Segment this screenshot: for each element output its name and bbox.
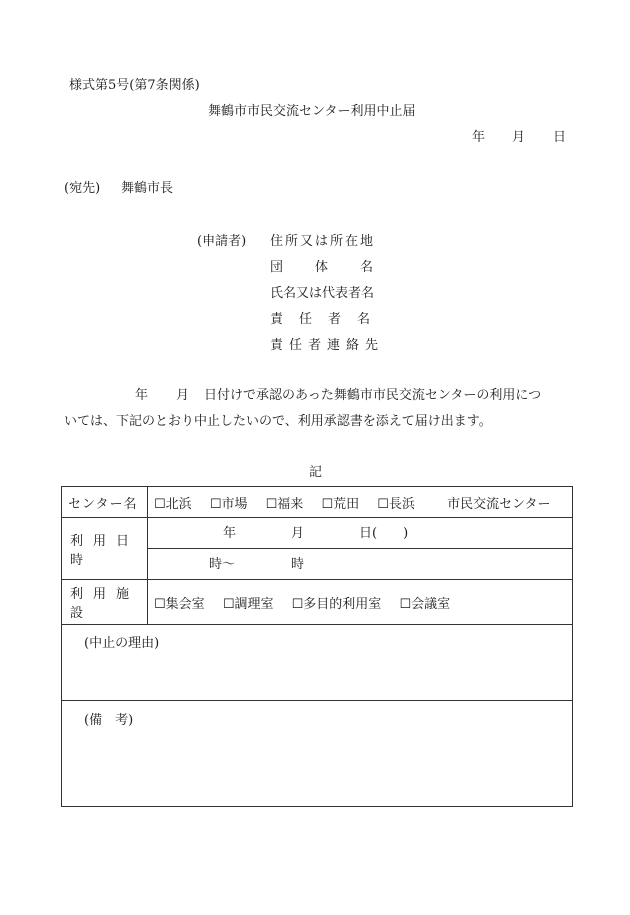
- facility-label: 利用施設: [70, 587, 140, 621]
- center-option-kitahama[interactable]: [154, 497, 192, 512]
- usage-time-to: 時: [291, 557, 305, 572]
- center-name-label: センター名: [68, 496, 138, 512]
- facility-option-assembly[interactable]: [154, 597, 205, 612]
- facility-option-label: 多目的利用室: [303, 596, 382, 612]
- center-suffix: 市民交流センター: [447, 496, 551, 512]
- date-month-label: 月: [512, 130, 526, 145]
- body-line2: いては、下記のとおり中止したいので、利用承認書を添えて届け出ます。: [64, 414, 492, 429]
- addressee-name: 舞鶴市長: [121, 181, 174, 196]
- body-line1: 日付けで承認のあった舞鶴市市民交流センターの利用につ: [204, 388, 542, 403]
- reason-cell[interactable]: [62, 625, 573, 701]
- usage-table: [61, 486, 573, 807]
- usage-date-month: 月: [291, 526, 305, 541]
- facility-option-meeting[interactable]: [399, 597, 450, 612]
- addressee-label: (宛先): [64, 181, 101, 196]
- facility-option-cooking[interactable]: [223, 597, 274, 612]
- form-number: 様式第5号(第7条関係): [69, 78, 200, 93]
- field-address-text: 住所又は所在地: [270, 234, 376, 249]
- center-option-label: 荒田: [333, 496, 360, 512]
- facility-option-multipurpose[interactable]: [292, 597, 382, 612]
- checkbox-icon[interactable]: ☐: [222, 596, 235, 612]
- center-options-cell: [148, 487, 573, 518]
- field-responsible-person: 責任者名: [270, 312, 387, 327]
- checkbox-icon[interactable]: ☐: [291, 596, 304, 612]
- field-representative: 氏名又は代表者名: [270, 286, 375, 301]
- usage-date-year: 年: [223, 526, 237, 541]
- usage-date-day: 日( ): [359, 526, 409, 541]
- checkbox-icon[interactable]: ☐: [154, 496, 166, 512]
- center-name-label-cell: [62, 487, 148, 518]
- checkbox-icon[interactable]: ☐: [377, 496, 389, 512]
- center-option-label: 北浜: [165, 496, 192, 512]
- field-organization: 団体名: [270, 260, 406, 275]
- date-row-cell[interactable]: [148, 518, 573, 549]
- center-option-arata[interactable]: [321, 497, 359, 512]
- checkbox-icon[interactable]: ☐: [399, 596, 412, 612]
- checkbox-icon[interactable]: ☐: [154, 596, 166, 612]
- checkbox-icon[interactable]: ☐: [321, 496, 334, 512]
- facility-option-label: 会議室: [411, 596, 451, 612]
- facility-option-label: 調理室: [234, 596, 274, 612]
- page-title: 舞鶴市市民交流センター利用中止届: [208, 104, 416, 119]
- center-option-nagahama[interactable]: [377, 497, 415, 512]
- remarks-cell[interactable]: [62, 701, 573, 807]
- center-option-ichiba[interactable]: [210, 497, 248, 512]
- center-option-label: 市場: [221, 496, 248, 512]
- body-month: 月: [176, 388, 190, 403]
- facility-label-cell: [62, 580, 148, 625]
- remarks-label: (備 考): [84, 713, 134, 728]
- time-row-cell[interactable]: [148, 549, 573, 580]
- facility-option-label: 集会室: [165, 596, 205, 612]
- center-option-fukurai[interactable]: [266, 497, 304, 512]
- body-year: 年: [135, 388, 149, 403]
- date-day-label: 日: [553, 130, 567, 145]
- usage-time-from: 時～: [209, 557, 236, 572]
- ki-heading: 記: [309, 465, 323, 480]
- field-responsible-contact: 責任者連絡先: [270, 338, 385, 353]
- date-year-label: 年: [472, 130, 486, 145]
- checkbox-icon[interactable]: ☐: [209, 496, 222, 512]
- field-address: [270, 235, 378, 248]
- center-option-label: 長浜: [388, 496, 415, 512]
- center-option-label: 福来: [277, 496, 304, 512]
- facility-options-cell: [148, 580, 573, 625]
- checkbox-icon[interactable]: ☐: [265, 496, 278, 512]
- date-label-cell: [62, 518, 148, 580]
- reason-label: (中止の理由): [84, 636, 160, 651]
- applicant-label: (申請者): [197, 234, 247, 249]
- date-label: 利用日時: [70, 533, 140, 568]
